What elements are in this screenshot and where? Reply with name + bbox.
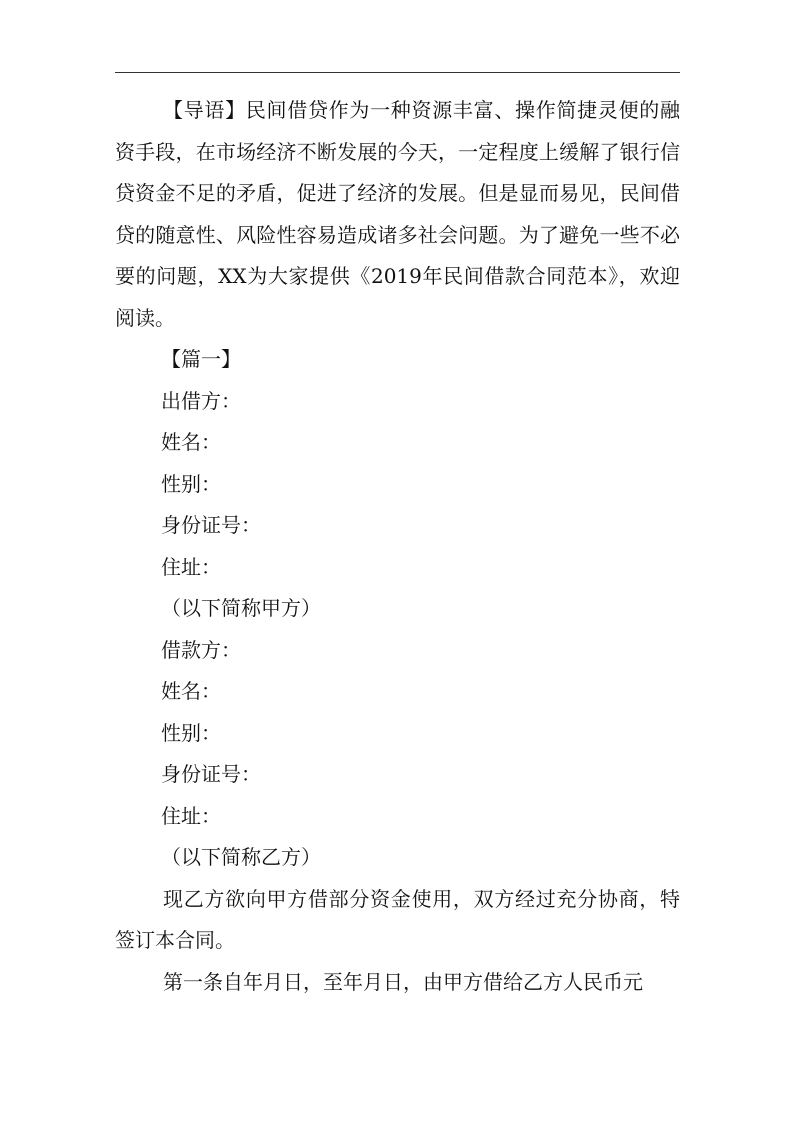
borrower-alias: （以下简称乙方）	[161, 845, 321, 869]
borrower-gender-field: 性别：	[161, 720, 221, 745]
lender-alias: （以下简称甲方）	[161, 596, 321, 620]
lender-gender-field: 性别：	[161, 471, 221, 496]
borrower-id-field: 身份证号：	[161, 762, 261, 786]
borrower-address-field: 住址：	[161, 803, 221, 828]
intro-paragraph: 【导语】民间借贷作为一种资源丰富、操作简捷灵便的融资手段，在市场经济不断发展的今天，一定程度上缓解了银行信贷资金不足的矛盾，促进了经济的发展。但是显而易见，民间借贷的随意性、风险性容易造成诸多社会问题。为了避免一些不必要的问题，XX为大家提供《2019年民间借款合同范本》，欢迎阅读。	[115, 98, 680, 330]
section-title: 【篇一】	[161, 347, 241, 371]
document-body	[115, 90, 680, 1003]
preamble-paragraph: 现乙方欲向甲方借部分资金使用，双方经过充分协商，特签订本合同。	[115, 886, 680, 952]
header-rule	[115, 72, 680, 73]
lender-id-field: 身份证号：	[161, 513, 261, 537]
lender-address-field: 住址：	[161, 554, 221, 579]
borrower-label: 借款方：	[161, 637, 241, 662]
article-1-paragraph: 第一条自年月日，至年月日，由甲方借给乙方人民币元	[163, 969, 643, 994]
borrower-name-field: 姓名：	[161, 679, 221, 703]
lender-name-field: 姓名：	[161, 430, 221, 454]
lender-label: 出借方：	[161, 388, 241, 413]
